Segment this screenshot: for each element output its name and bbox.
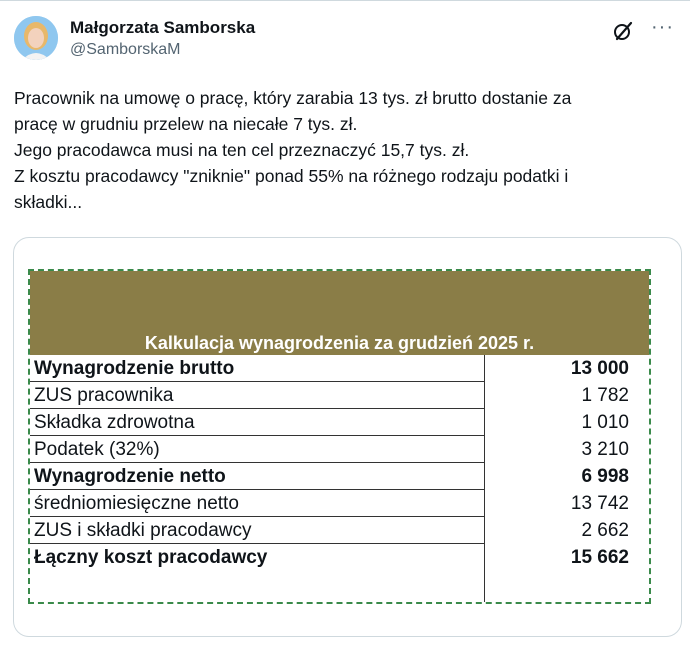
row-label: ZUS pracownika: [34, 385, 174, 406]
table-row: [30, 409, 649, 436]
row-value: 1 782: [581, 385, 629, 406]
row-value: 15 662: [570, 547, 629, 568]
row-label: ZUS i składki pracodawcy: [34, 520, 252, 541]
row-label: Wynagrodzenie netto: [34, 466, 226, 487]
table-row: [30, 517, 649, 544]
table-row: [30, 436, 649, 463]
avatar[interactable]: [14, 16, 58, 60]
table-row: [30, 490, 649, 517]
author-handle[interactable]: @SamborskaM: [70, 41, 181, 58]
post-text-line: Jego pracodawca musi na ten cel przeznaczyć 15,7 tys. zł.: [14, 140, 470, 160]
row-value: 3 210: [581, 439, 629, 460]
top-divider: [0, 0, 690, 1]
post-image[interactable]: [13, 237, 682, 637]
table-row: [30, 463, 649, 490]
post-text-line: Z kosztu pracodawcy "zniknie" ponad 55% na różnego rodzaju podatki i: [14, 166, 569, 186]
more-icon[interactable]: ···: [651, 16, 674, 38]
author-name[interactable]: Małgorzata Samborska: [70, 18, 256, 37]
row-value: 13 000: [570, 358, 629, 379]
row-value: 2 662: [581, 520, 629, 541]
row-value: 1 010: [581, 412, 629, 433]
spreadsheet-title: Kalkulacja wynagrodzenia za grudzień 2025 r.: [144, 333, 535, 353]
table-row: [30, 355, 649, 382]
spreadsheet: [28, 269, 651, 604]
row-label: Łączny koszt pracodawcy: [34, 547, 268, 568]
row-label: Wynagrodzenie brutto: [34, 358, 235, 379]
post-text-line: Pracownik na umowę o pracę, który zarabia 13 tys. zł brutto dostanie za: [14, 88, 572, 108]
row-value: 13 742: [570, 493, 629, 514]
avatar-photo-icon: [14, 16, 58, 60]
post-text-line: składki...: [14, 192, 83, 212]
spreadsheet-body: [30, 355, 649, 602]
spreadsheet-header: [30, 271, 649, 355]
row-value: 6 998: [581, 466, 629, 487]
row-label: średniomiesięczne netto: [34, 493, 239, 514]
row-label: Podatek (32%): [34, 439, 160, 460]
table-row: [30, 382, 649, 409]
post-text: [14, 85, 674, 215]
post-text-line: pracę w grudniu przelew na niecałe 7 tys. zł.: [14, 114, 358, 134]
table-row: [30, 544, 649, 571]
grok-icon[interactable]: [612, 20, 634, 42]
row-label: Składka zdrowotna: [34, 412, 195, 433]
post-header: [14, 14, 676, 64]
